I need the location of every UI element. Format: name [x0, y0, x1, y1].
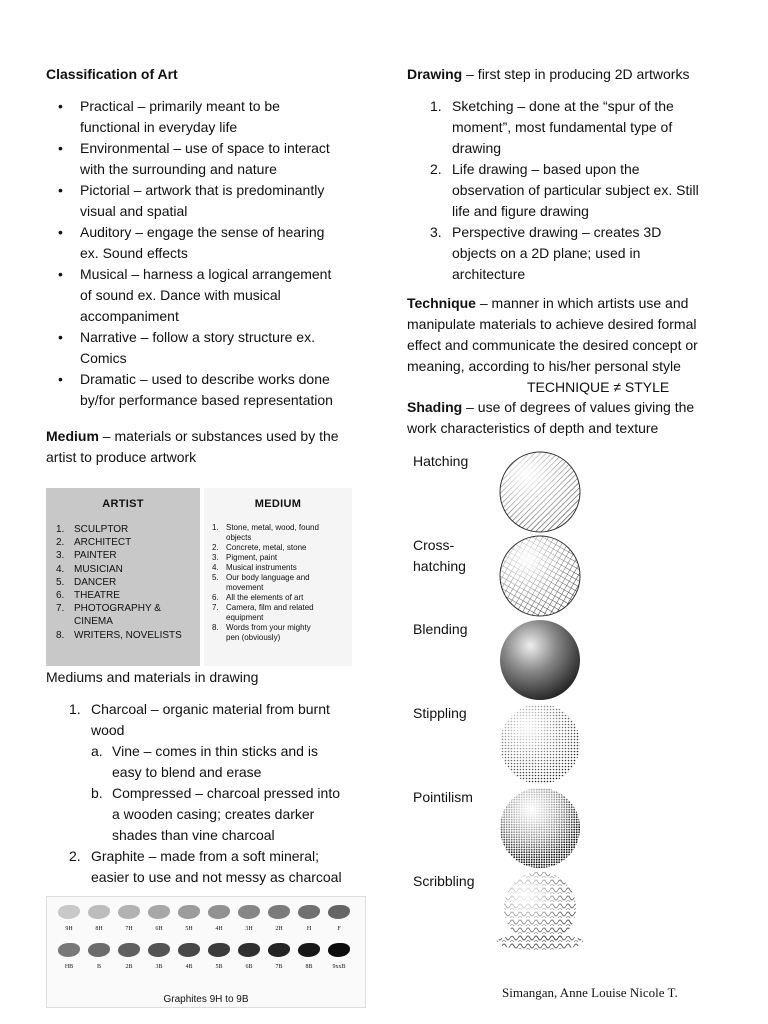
graphite-swatch — [115, 943, 143, 971]
list-item: 4. MUSICIAN — [56, 563, 123, 575]
graphite-grade-label: 6B — [245, 964, 253, 970]
graphite-swatch — [205, 943, 233, 971]
list-item: 7. Camera, film and related equipment — [212, 603, 314, 622]
pointilism-label: Pointilism — [413, 789, 473, 805]
drawing-types-list — [407, 96, 737, 285]
list-item: • Auditory – engage the sense of hearing ex. Sound effects — [46, 222, 376, 264]
classification-title: Classification of Art — [46, 66, 178, 82]
signature: Simangan, Anne Louise Nicole T. — [502, 985, 678, 1000]
list-item: 1. Sketching – done at the “spur of the moment”, most fundamental type of drawing — [430, 98, 674, 156]
list-item: 2. Graphite – made from a soft mineral; easier to use and not messy as charcoal — [69, 848, 342, 885]
graphite-grade-label: 4B — [185, 964, 193, 970]
stippling-label: Stippling — [413, 705, 467, 721]
technique-definition: Technique – manner in which artists use and manipulate materials to achieve desired formal effect and communicate the desired concept or meaning, according to his/her personal style TECHNIQUE ≠ STYLE — [407, 295, 698, 395]
graphite-swatch — [265, 905, 293, 933]
graphite-swatch — [325, 905, 353, 933]
graphite-mark — [58, 905, 80, 919]
graphite-mark — [118, 943, 140, 957]
list-item: • Practical – primarily meant to be functional in everyday life — [46, 96, 376, 138]
list-item: 6. All the elements of art — [212, 593, 304, 602]
graphite-swatch — [175, 905, 203, 933]
cross-hatching-sphere — [498, 534, 582, 618]
graphite-grade-label: 3H — [245, 926, 253, 932]
graphite-grade-label: 2B — [125, 964, 133, 970]
graphite-grade-label: 7H — [125, 926, 133, 932]
graphite-grade-label: 6H — [155, 926, 163, 932]
graphite-swatch — [55, 943, 83, 971]
medium-column — [204, 488, 352, 666]
graphite-mark — [328, 905, 350, 919]
blending-label: Blending — [413, 621, 468, 637]
graphite-mark — [58, 943, 80, 957]
list-item: • Musical – harness a logical arrangement of sound ex. Dance with musical accompaniment — [46, 264, 376, 327]
graphite-grade-label: B — [96, 964, 101, 970]
list-item: 1. Stone, metal, wood, found objects — [212, 523, 319, 542]
graphite-mark — [148, 943, 170, 957]
scribbling-sphere — [494, 870, 586, 954]
list-item: • Narrative – follow a story structure ex. Comics — [46, 327, 376, 369]
list-item: 2. ARCHITECT — [56, 537, 132, 549]
list-item: 6. THEATRE — [56, 590, 120, 602]
list-item: • Dramatic – used to describe works done by/for performance based representation — [46, 369, 376, 411]
graphite-grade-label: 2H — [275, 926, 283, 932]
graphite-swatch — [145, 943, 173, 971]
list-item: b. Compressed – charcoal pressed into a wooden casing; creates darker shades than vine charcoal — [91, 785, 341, 843]
list-item: a. Vine – comes in thin sticks and is easy to blend and erase — [91, 743, 318, 780]
graphite-grade-label: 9xxB — [332, 964, 346, 970]
shading-definition: Shading – use of degrees of values giving the work characteristics of depth and texture — [407, 399, 695, 436]
graphite-grade-label: 7B — [275, 964, 283, 970]
medium-definition: Medium – materials or substances used by the artist to produce artwork — [46, 428, 339, 465]
graphite-mark — [178, 905, 200, 919]
list-item: 4. Musical instruments — [212, 563, 297, 572]
graphite-swatch — [175, 943, 203, 971]
graphite-swatch — [205, 905, 233, 933]
graphite-mark — [208, 943, 230, 957]
graphite-mark — [238, 905, 260, 919]
graphite-swatch — [235, 905, 263, 933]
list-item: 1. Charcoal – organic material from burnt wood — [69, 701, 330, 738]
cross-hatching-label: Cross- hatching — [413, 537, 466, 574]
graphite-swatch — [85, 943, 113, 971]
graphite-mark — [238, 943, 260, 957]
graphite-grade-label: H — [306, 926, 312, 932]
graphite-mark — [88, 905, 110, 919]
list-item: 8. Words from your mighty pen (obviously) — [212, 623, 311, 642]
graphite-swatch — [295, 905, 323, 933]
list-item: 5. Our body language and movement — [212, 573, 310, 592]
graphite-mark — [178, 943, 200, 957]
list-item: 3. Perspective drawing – creates 3D objects on a 2D plane; used in architecture — [430, 224, 662, 282]
list-item: 3. Pigment, paint — [212, 553, 278, 562]
scribbling-label: Scribbling — [413, 873, 475, 889]
drawing-mediums-title: Mediums and materials in drawing — [46, 669, 259, 685]
graphite-mark — [268, 905, 290, 919]
graphite-grade-label: 5H — [185, 926, 193, 932]
artist-medium-table — [46, 488, 352, 666]
graphite-swatch — [115, 905, 143, 933]
list-item: 7. PHOTOGRAPHY & CINEMA — [56, 603, 161, 628]
graphite-swatch — [325, 943, 353, 971]
drawing-mediums-list — [46, 699, 376, 888]
graphite-mark — [88, 943, 110, 957]
blending-sphere — [498, 618, 582, 702]
graphite-mark — [298, 943, 320, 957]
list-item: 8. WRITERS, NOVELISTS — [56, 629, 182, 641]
graphite-grade-label: F — [337, 926, 341, 932]
hatching-label: Hatching — [413, 453, 469, 469]
graphite-grade-label: 5B — [215, 964, 223, 970]
list-item: 2. Concrete, metal, stone — [212, 543, 307, 552]
graphite-grade-label: 3B — [155, 964, 163, 970]
graphite-swatch — [235, 943, 263, 971]
graphite-mark — [268, 943, 290, 957]
graphite-chart — [46, 896, 366, 1008]
hatching-sphere — [498, 450, 582, 534]
graphite-mark — [208, 905, 230, 919]
graphite-grade-label: 8H — [95, 926, 103, 932]
list-item: • Environmental – use of space to interact with the surrounding and nature — [46, 138, 376, 180]
list-item: 1. SCULPTOR — [56, 524, 129, 535]
graphite-swatch — [55, 905, 83, 933]
graphite-grade-label: 9H — [65, 926, 73, 932]
list-item: 5. DANCER — [56, 576, 117, 588]
graphite-caption: Graphites 9H to 9B — [163, 994, 249, 1005]
artist-column — [46, 488, 200, 666]
graphite-swatch — [265, 943, 293, 971]
graphite-mark — [298, 905, 320, 919]
drawing-definition: Drawing – first step in producing 2D artworks — [407, 66, 690, 82]
graphite-mark — [148, 905, 170, 919]
pointilism-sphere — [498, 786, 582, 870]
list-item: • Pictorial – artwork that is predominantly visual and spatial — [46, 180, 376, 222]
graphite-swatch — [145, 905, 173, 933]
list-item: 2. Life drawing – based upon the observation of particular subject ex. Still life and figure drawing — [430, 161, 699, 219]
classification-list — [46, 96, 376, 411]
graphite-mark — [328, 943, 350, 957]
stippling-sphere — [498, 702, 582, 786]
graphite-mark — [118, 905, 140, 919]
graphite-grade-label: 4H — [215, 926, 223, 932]
medium-header: MEDIUM — [254, 498, 302, 510]
graphite-swatch — [295, 943, 323, 971]
graphite-grade-label: HB — [64, 964, 74, 970]
list-item: 3. PAINTER — [56, 550, 117, 562]
artist-header: ARTIST — [102, 498, 144, 510]
graphite-grade-label: 8B — [305, 964, 313, 970]
graphite-swatch — [85, 905, 113, 933]
